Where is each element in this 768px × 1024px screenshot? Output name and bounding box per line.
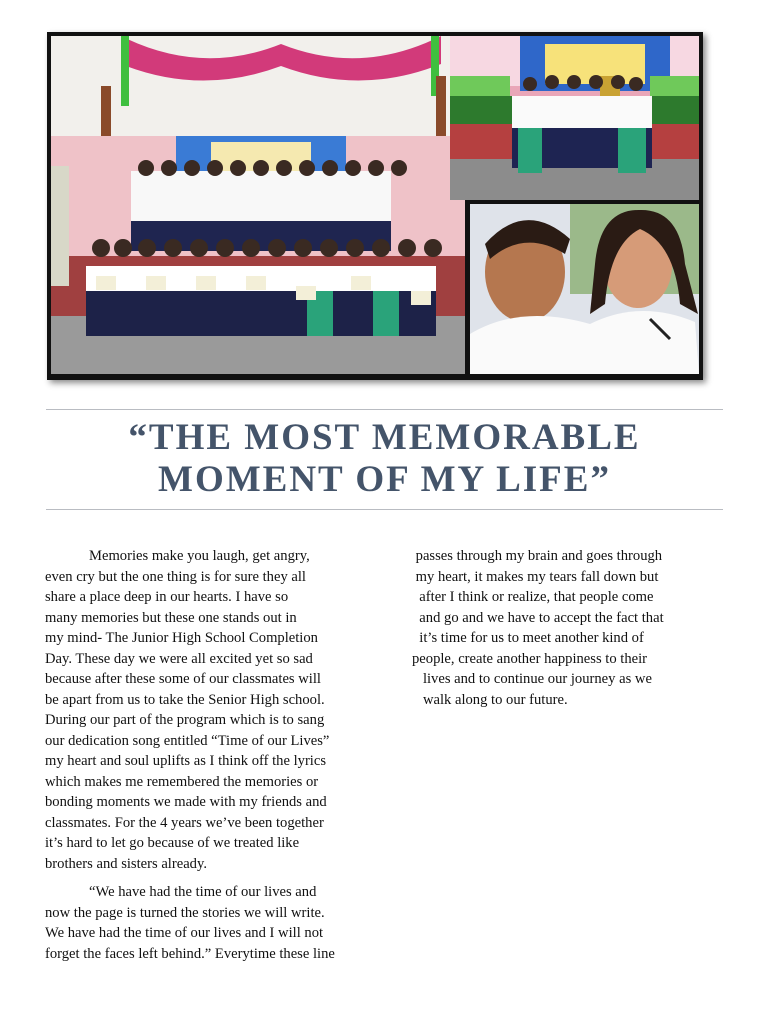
text-line: my heart and soul uplifts as I think off the lyrics — [45, 753, 327, 769]
text-line: it’s time for us to meet another kind of — [412, 630, 644, 646]
text-line: even cry but the one thing is for sure they all — [45, 568, 306, 585]
text-line: many memories but these one stands out in — [45, 609, 297, 626]
awardees-photo-image — [450, 36, 699, 200]
title-bottom-rule — [46, 509, 723, 510]
left-column — [45, 546, 397, 972]
text-line: We have had the time of our lives and I will not — [45, 925, 324, 941]
text-line: walk along to our future. — [412, 691, 568, 708]
text-line: During our part of the program which is to sang — [45, 712, 325, 728]
group-photo-stage — [51, 36, 465, 374]
paragraph-2 — [45, 882, 397, 964]
text-line: “We have had the time of our lives and — [89, 884, 317, 900]
selfie-photo — [470, 204, 699, 374]
group-photo-awardees — [450, 36, 699, 200]
title-line-2: MOMENT OF MY LIFE” — [158, 459, 611, 500]
text-line: which makes me remembered the memories or — [45, 773, 319, 790]
photo-collage — [47, 32, 703, 380]
text-line: my heart, it makes my tears fall down but — [412, 568, 659, 585]
text-line: it’s hard to let go because of we treated like — [45, 835, 300, 851]
text-line: because after these some of our classmates will — [45, 671, 321, 687]
title-line-1: “THE MOST MEMORABLE — [128, 417, 641, 458]
text-line: our dedication song entitled “Time of our Lives” — [45, 732, 330, 749]
text-line: people, create another happiness to their — [412, 650, 648, 667]
text-line: my mind- The Junior High School Completion — [45, 630, 318, 646]
text-line: passes through my brain and goes through — [412, 548, 663, 564]
text-line: after I think or realize, that people come — [412, 589, 654, 605]
text-line: brothers and sisters already. — [45, 855, 207, 872]
text-line: forget the faces left behind.” Everytime these line — [45, 945, 335, 962]
paragraph-1 — [45, 546, 397, 874]
title-top-rule — [46, 409, 723, 410]
text-line: share a place deep in our hearts. I have so — [45, 589, 289, 605]
text-line: bonding moments we made with my friends and — [45, 794, 327, 810]
group-photo-image — [51, 36, 465, 374]
selfie-photo-image — [470, 204, 699, 374]
text-line: classmates. For the 4 years we’ve been together — [45, 814, 324, 831]
text-line: be apart from us to take the Senior High school. — [45, 691, 325, 708]
text-line: lives and to continue our journey as we — [412, 671, 652, 687]
page-title — [46, 417, 723, 501]
text-line: Memories make you laugh, get angry, — [89, 548, 310, 564]
text-line: now the page is turned the stories we will write. — [45, 904, 325, 921]
text-line: and go and we have to accept the fact that — [412, 609, 664, 626]
right-column — [412, 546, 730, 710]
text-line: Day. These day we were all excited yet so sad — [45, 650, 313, 667]
